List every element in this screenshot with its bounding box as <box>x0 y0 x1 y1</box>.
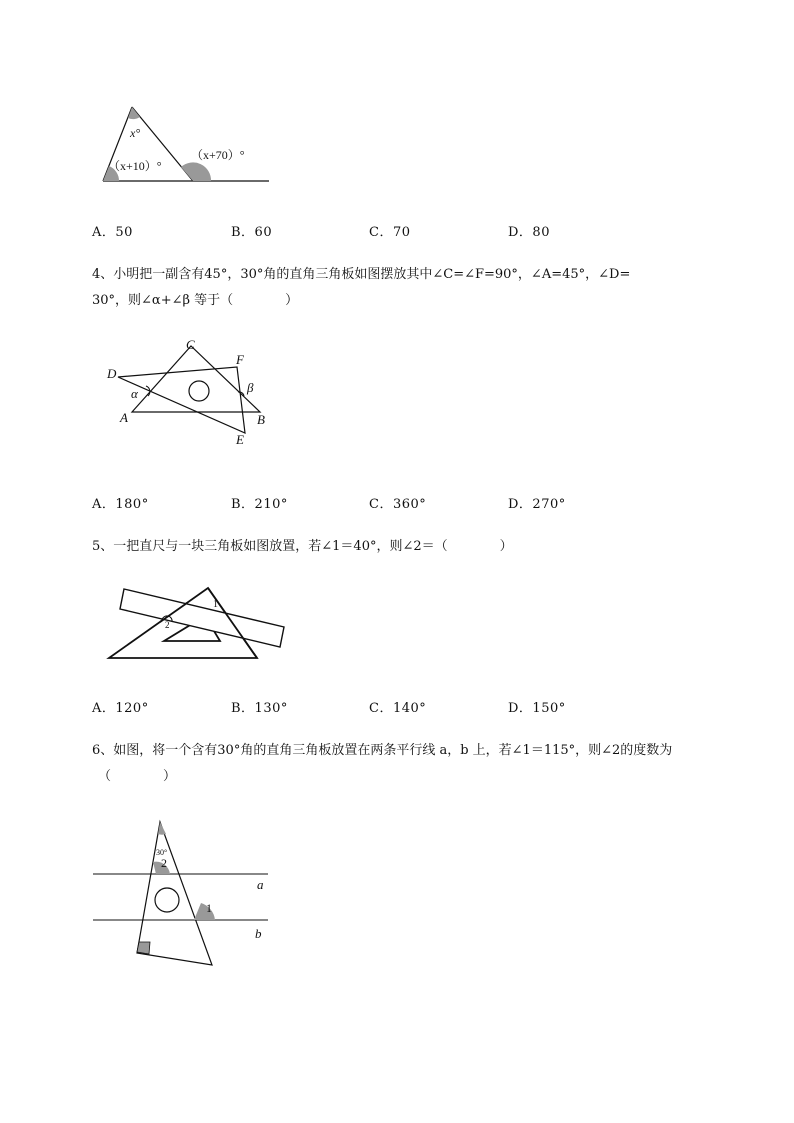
q5-option-a[interactable]: A．120° <box>92 701 149 716</box>
q6-right-angle-mark <box>137 942 150 954</box>
q4-hole-circle <box>189 381 209 401</box>
q5-stem-line1: 5、一把直尺与一块三角板如图放置，若∠1＝40°，则∠2＝（ ） <box>92 539 513 554</box>
q3-figure <box>95 95 285 190</box>
q6-label-a: a <box>257 877 264 892</box>
q4-option-a[interactable]: A．180° <box>92 497 149 512</box>
q3-angle-ext-mark <box>181 162 211 181</box>
q4-option-b[interactable]: B．210° <box>231 497 288 512</box>
q4-label-d: D <box>107 366 117 381</box>
q5-option-d[interactable]: D．150° <box>508 701 566 716</box>
q4-option-d[interactable]: D．270° <box>508 497 566 512</box>
q5-ruler <box>120 589 284 647</box>
q4-label-b: B <box>257 412 265 427</box>
q4-option-c[interactable]: C．360° <box>369 497 427 512</box>
q4-label-c: C <box>186 337 195 352</box>
q4-label-e: E <box>236 432 244 447</box>
q6-label-30: 30° <box>156 848 168 857</box>
q4-stem-line2: 30°，则∠α+∠β 等于（ ） <box>92 293 299 308</box>
q3-option-c[interactable]: C．70 <box>369 225 411 240</box>
q4-label-f: F <box>236 352 244 367</box>
q5-option-b[interactable]: B．130° <box>231 701 288 716</box>
q6-label-2: 2 <box>161 856 167 870</box>
q6-stem-line1: 6、如图，将一个含有30°角的直角三角板放置在两条平行线 a，b 上，若∠1＝115°，则∠2的度数为 <box>92 743 673 758</box>
q5-option-c[interactable]: C．140° <box>369 701 427 716</box>
q6-label-1: 1 <box>206 901 212 915</box>
q4-stem-line1: 4、小明把一副含有45°，30°角的直角三角板如图摆放其中∠C=∠F=90°，∠A=45°，∠D= <box>92 267 631 282</box>
q3-label-x: x° <box>130 126 141 140</box>
q4-label-alpha: α <box>131 386 138 401</box>
q3-label-ext: （x+70）° <box>191 148 245 162</box>
q6-label-b: b <box>255 926 262 941</box>
q3-option-a[interactable]: A．50 <box>92 225 133 240</box>
q5-label-1: 1 <box>213 599 218 610</box>
q3-option-d[interactable]: D．80 <box>508 225 550 240</box>
q3-option-b[interactable]: B．60 <box>231 225 273 240</box>
q6-stem-line2: （ ） <box>98 769 177 784</box>
q3-label-inner: （x+10）° <box>108 159 162 173</box>
q4-figure <box>100 330 280 450</box>
q4-label-beta: β <box>247 380 254 395</box>
q4-label-a: A <box>120 410 128 425</box>
q6-hole-circle <box>155 888 179 912</box>
q5-figure <box>100 580 295 665</box>
q5-label-2: 2 <box>165 620 170 630</box>
q6-figure <box>90 815 280 975</box>
